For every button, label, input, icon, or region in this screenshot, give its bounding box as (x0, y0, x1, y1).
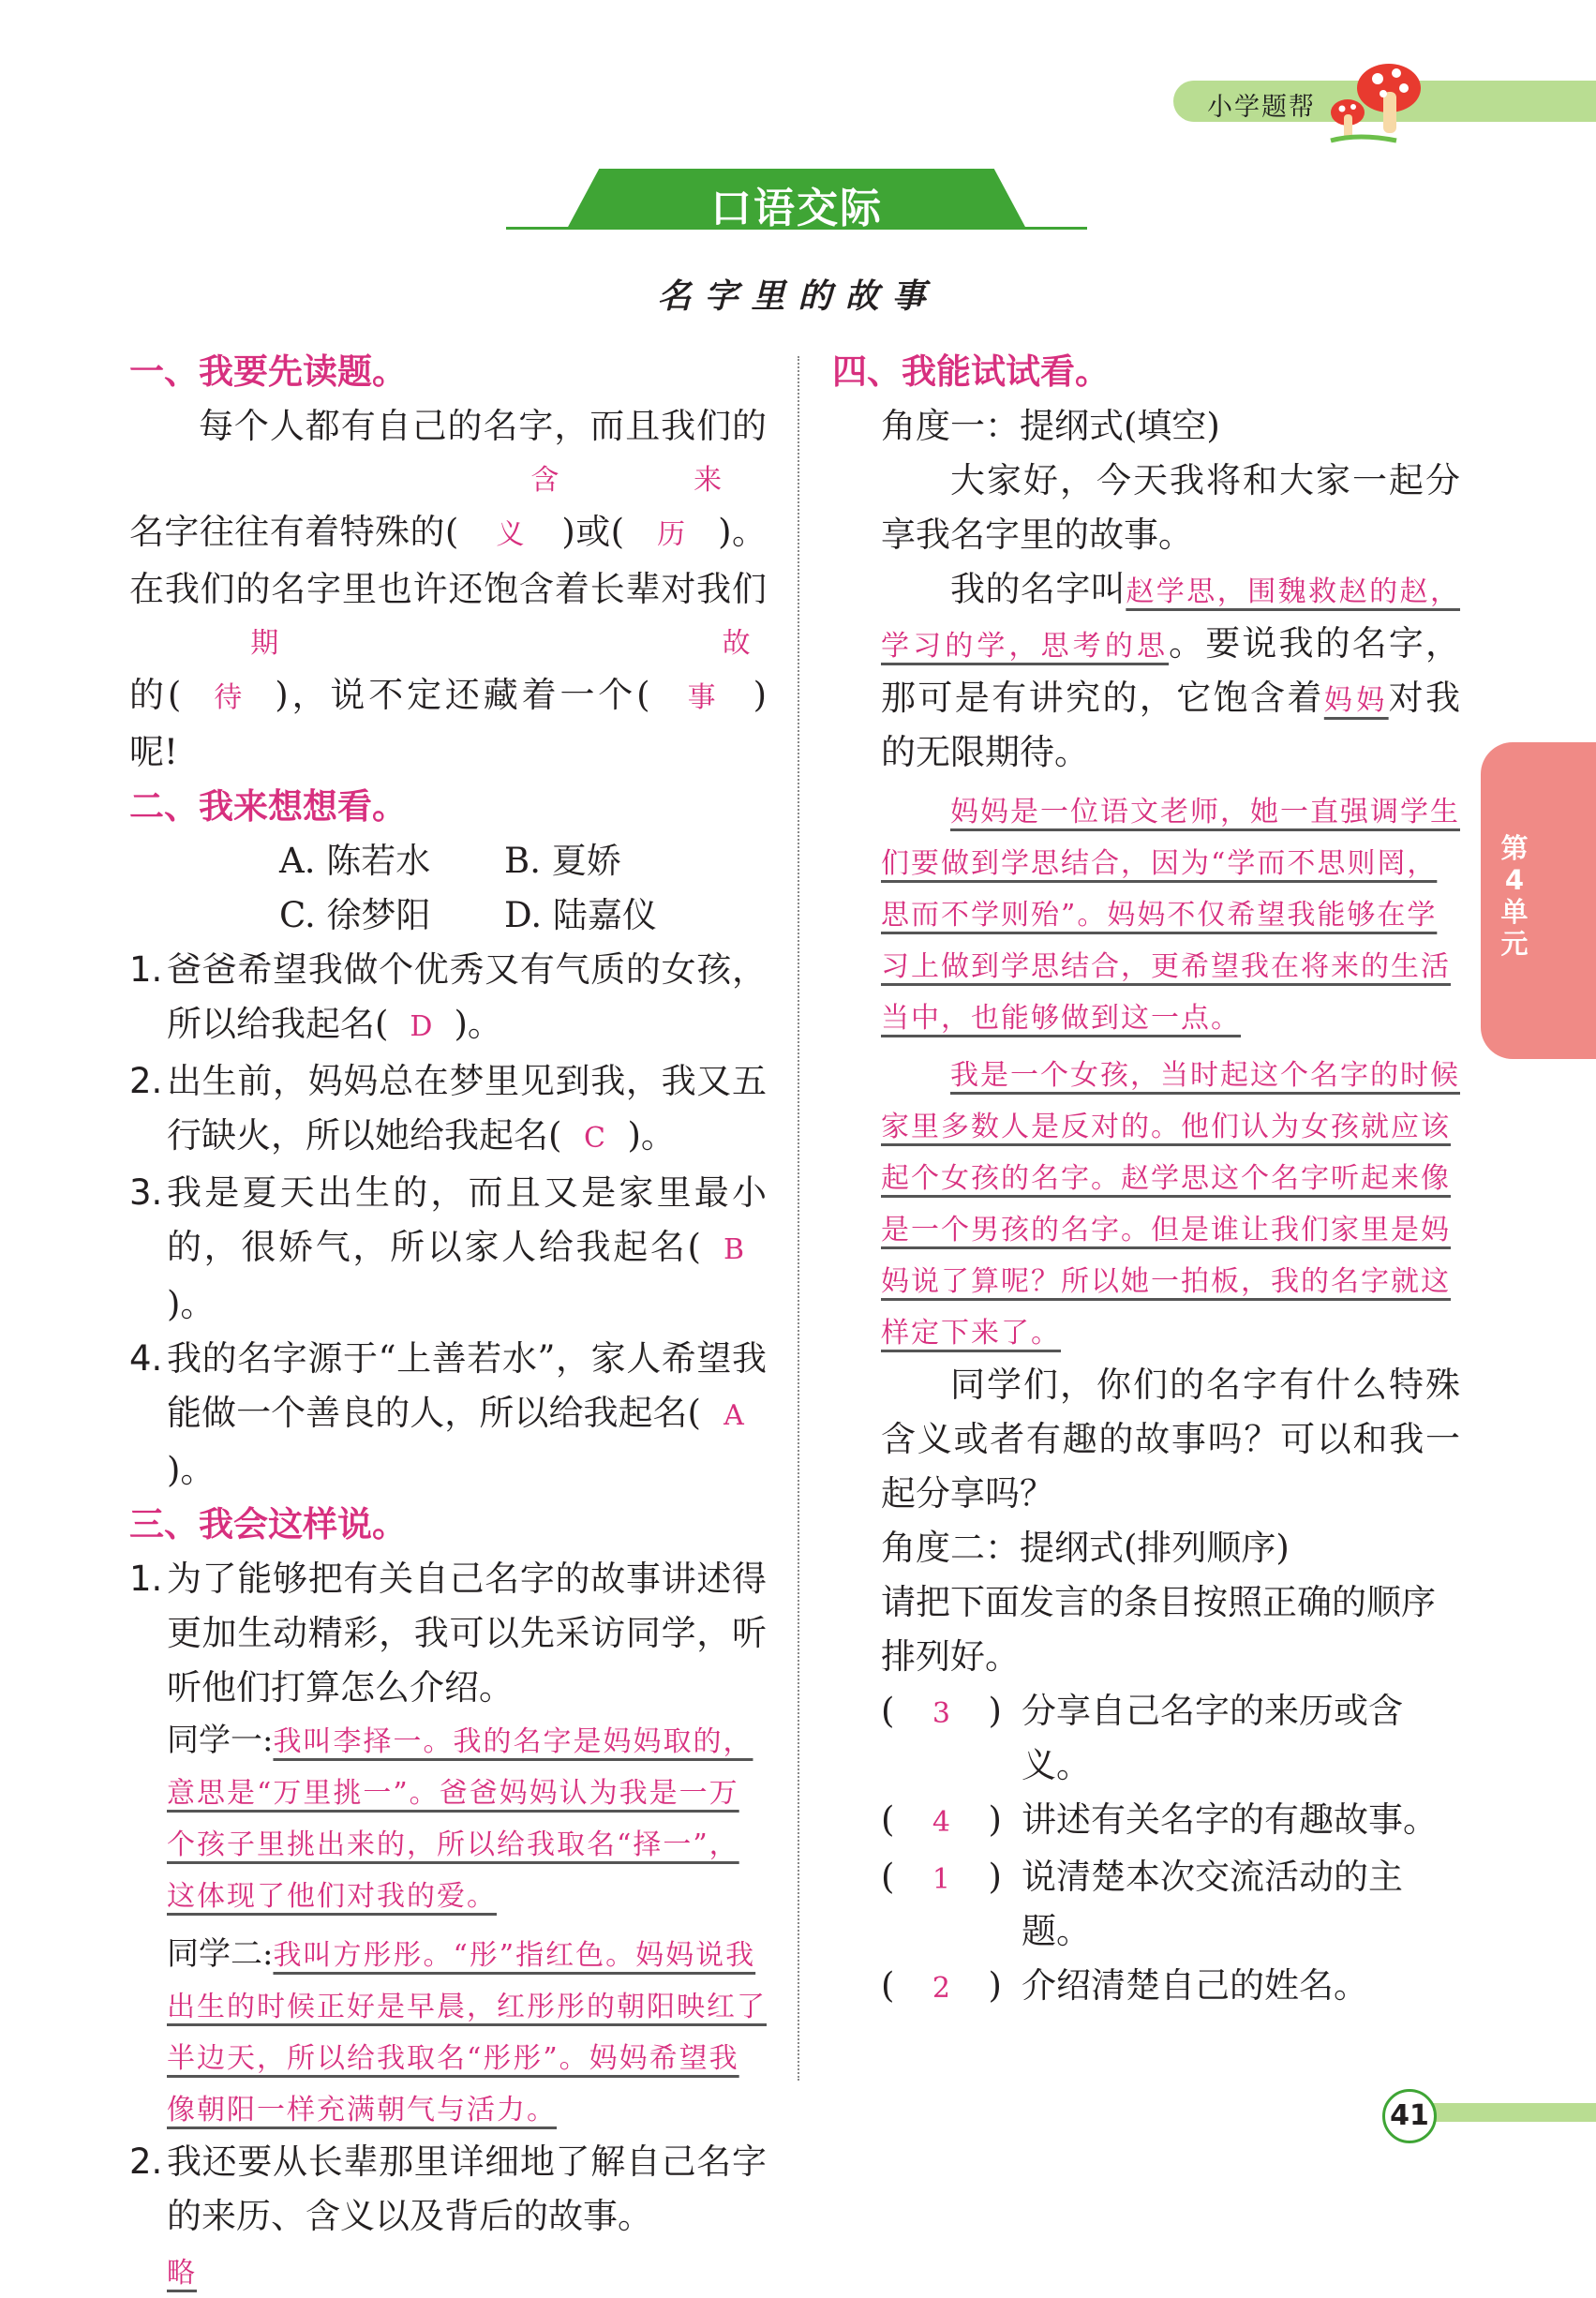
question-item (129, 1166, 767, 1332)
fill-answer-1: 含义 (496, 464, 559, 551)
question-item (129, 1332, 767, 1498)
question-number: 4. (129, 1338, 163, 1379)
option-b: B. 夏娇 (504, 841, 621, 881)
section-3-heading: 三、我会这样说。 (129, 1504, 407, 1544)
order-text: 讲述有关名字的有趣故事。 (1022, 1799, 1438, 1840)
angle-2-label: 角度二：提纲式(排列顺序) (881, 1528, 1290, 1568)
question-text: 为了能够把有关自己名字的故事讲述得更加生动精彩，我可以先采访同学，听听他们打算怎么介绍。 (167, 1559, 767, 1708)
option-d: D. 陆嘉仪 (504, 895, 657, 935)
question-number: 1. (129, 949, 163, 990)
question-item (129, 1552, 767, 1715)
order-answer: 1 (932, 1863, 950, 1896)
order-item (881, 1684, 1460, 1793)
section-1-heading: 一、我要先读题。 (129, 351, 407, 392)
fill-text: )呢! (129, 675, 767, 772)
question-item (129, 943, 767, 1054)
options-row (129, 834, 767, 888)
question-number: 1. (129, 1559, 163, 1599)
question-text: 我的名字源于“上善若水”，家人希望我能做一个善良的人，所以给我起名( (167, 1338, 767, 1433)
speech-text: 对我的无限期待。 (881, 678, 1461, 772)
question-text: 我还要从长辈那里详细地了解自己名字的来历、含义以及背后的故事。 (167, 2141, 767, 2236)
question-text: 爸爸希望我做个优秀又有气质的女孩，所以给我起名( (167, 949, 767, 1044)
fill-answer-4: 故事 (687, 627, 751, 714)
question-end: )。 (167, 1284, 216, 1324)
right-column (832, 345, 1460, 2016)
question-answer: C (583, 1122, 605, 1155)
answer-text: 略 (167, 2257, 197, 2290)
question-item (129, 1054, 767, 1166)
speech-text: 我的名字叫 (950, 569, 1126, 609)
speech-paragraph-4 (881, 1049, 1460, 1358)
speech-paragraph-3 (881, 785, 1460, 1043)
section-4-heading: 四、我能试试看。 (832, 351, 1110, 392)
fill-answer-2: 来历 (657, 464, 723, 551)
order-text: 介绍清楚自己的姓名。 (1022, 1965, 1368, 2006)
story-text: 妈妈是一位语文老师，她一直强调学生们要做到学思结合，因为“学而不思则罔，思而不学则殆”。妈妈不仅希望我能够在学习上做到学思结合，更希望我在将来的生活当中，也能够做到这一点。 (881, 796, 1460, 1035)
fill-answer-3: 期待 (214, 627, 279, 714)
question-text: 出生前，妈妈总在梦里见到我，我又五行缺火，所以她给我起名( (167, 1061, 767, 1156)
story-text: 我是一个女孩，当时起这个名字的时候家里多数人是反对的。他们认为女孩就应该起个女孩的名字。赵学思这个名字听起来像是一个男孩的名字。但是谁让我们家里是妈妈说了算呢？所以她一拍板，我的名字就这样定下来了。 (881, 1059, 1460, 1350)
order-answer: 4 (932, 1806, 950, 1839)
page-subtitle: 名字里的故事 (657, 276, 939, 316)
classmate-label: 同学一: (167, 1722, 274, 1759)
speech-text: 。要说我的名字，那可是有讲究的，它饱含着 (881, 623, 1460, 718)
speech-paragraph-5: 同学们，你们的名字有什么特殊含义或者有趣的故事吗？可以和我一起分享吗？ (881, 1365, 1460, 1514)
question-number: 2. (129, 1061, 163, 1101)
classmate-1-answer (129, 1715, 767, 1921)
order-instruction: 请把下面发言的条目按照正确的顺序排列好。 (881, 1582, 1436, 1677)
question-answer: D (410, 1010, 433, 1043)
order-answer: 3 (932, 1697, 950, 1730)
question-answer: A (723, 1399, 744, 1432)
option-a: A. 陈若水 (279, 841, 431, 881)
name-fill-answer: 赵学思，围魏救赵的赵，学习的学，思考的思 (881, 575, 1461, 663)
speech-paragraph-2 (881, 562, 1460, 780)
question-text: 我是夏天出生的，而且又是家里最小的，很娇气，所以家人给我起名( (167, 1172, 767, 1267)
order-item (881, 1850, 1460, 1959)
mushroom-icon (1321, 54, 1434, 148)
question-end: )。 (627, 1115, 676, 1156)
order-item (881, 1959, 1460, 2016)
options-row (129, 888, 767, 943)
order-item (881, 1793, 1460, 1850)
order-bracket: ( 1 ) (881, 1850, 1022, 1959)
order-answer: 2 (932, 1972, 950, 2005)
question-item (129, 2135, 767, 2244)
left-column (129, 345, 767, 2298)
banner-title: 口语交际 (710, 185, 883, 232)
page-number: 41 (1382, 2089, 1437, 2143)
classmate-2-text: 我叫方彤彤。“彤”指红色。妈妈说我出生的时候正好是早晨，红彤彤的朝阳映红了半边天，所以给我取名“彤彤”。妈妈希望我像朝阳一样充满朝气与活力。 (167, 1939, 767, 2126)
classmate-2-answer (129, 1929, 767, 2135)
question-number: 2. (129, 2141, 163, 2182)
section-2-heading: 二、我来想想看。 (129, 786, 407, 827)
speech-paragraph-1: 大家好，今天我将和大家一起分享我名字里的故事。 (881, 460, 1460, 555)
fill-text: )或( (561, 512, 625, 552)
brand-label: 小学题帮 (1207, 93, 1316, 122)
classmate-1-text: 我叫李择一。我的名字是妈妈取的，意思是“万里挑一”。爸爸妈妈认为我是一万个孩子里挑出来的，所以给我取名“择一”，这体现了他们对我的爱。 (167, 1725, 753, 1913)
order-bracket: ( 4 ) (881, 1793, 1022, 1850)
fill-text: 每个人都有自己的名字，而且我们的名字往往有着特殊的( (129, 406, 767, 552)
question-answer: B (723, 1233, 745, 1266)
question-2-answer (129, 2244, 767, 2298)
question-end: )。 (454, 1004, 502, 1044)
question-end: )。 (167, 1450, 216, 1490)
order-bracket: ( 2 ) (881, 1959, 1022, 2016)
column-divider (798, 356, 799, 2081)
order-bracket: ( 3 ) (881, 1684, 1022, 1793)
person-fill-answer: 妈妈 (1323, 684, 1389, 717)
fill-text: )，说不定还藏着一个( (275, 675, 650, 715)
angle-1-label: 角度一：提纲式(填空) (881, 406, 1220, 446)
unit-label: 第4单元 (1500, 832, 1529, 960)
order-text: 分享自己名字的来历或含义。 (1022, 1691, 1403, 1785)
order-text: 说清楚本次交流活动的主题。 (1022, 1857, 1403, 1951)
option-c: C. 徐梦阳 (279, 895, 431, 935)
question-number: 3. (129, 1172, 163, 1213)
section-1-paragraph (129, 399, 767, 780)
classmate-label: 同学二: (167, 1935, 274, 1973)
fill-text: )。在我们的名字里也许还饱含着长辈对我们的( (129, 512, 767, 715)
